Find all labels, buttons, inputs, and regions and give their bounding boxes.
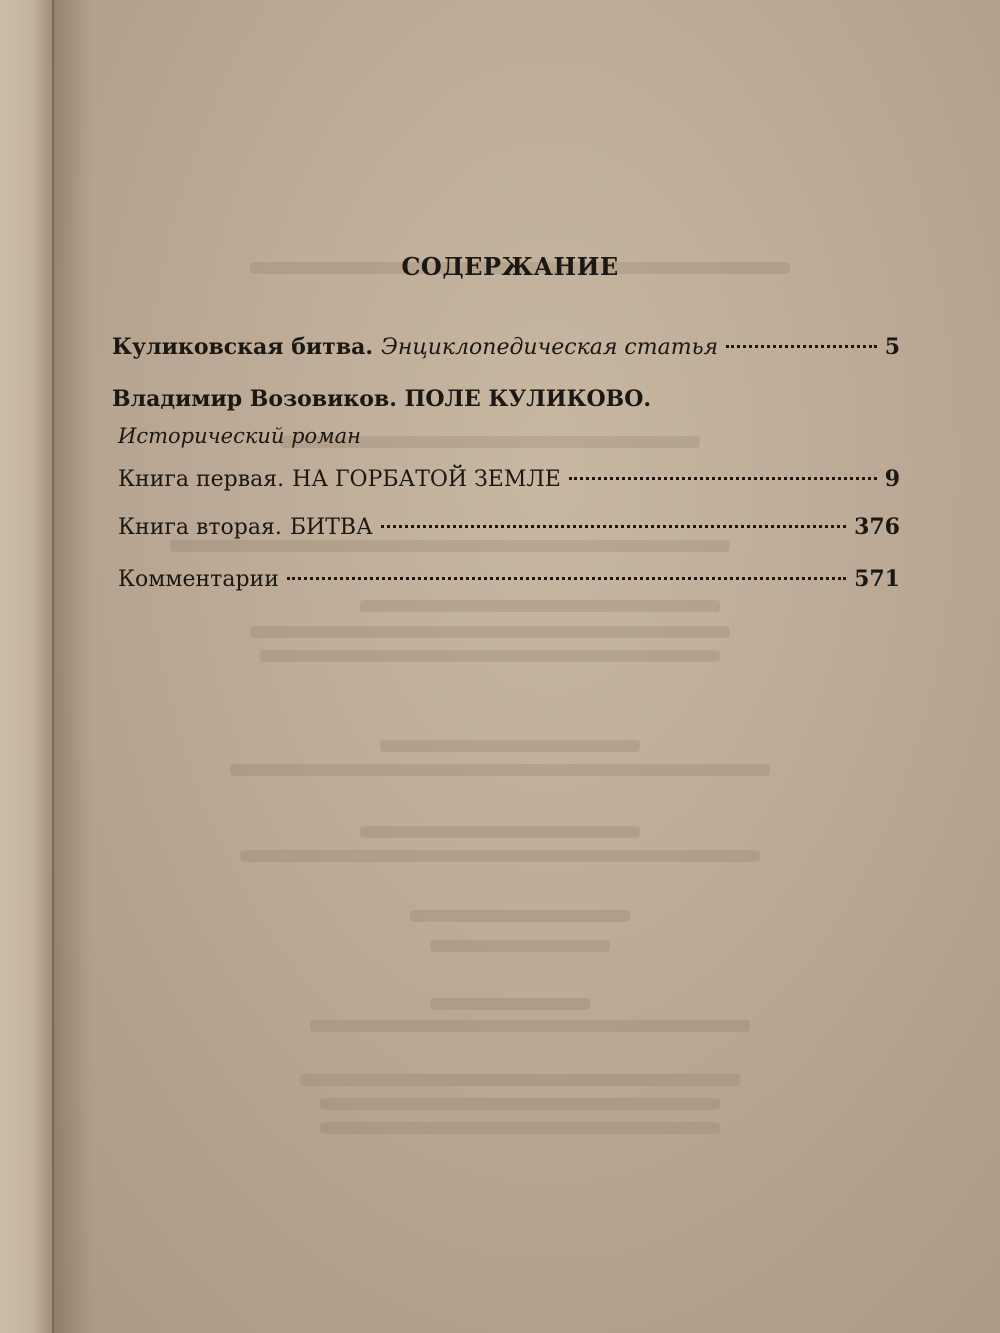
entry-label: Комментарии [118,567,279,592]
toc-entry-book-one [118,466,900,492]
toc-entry-book-two [118,514,900,540]
page-number: 5 [884,334,900,360]
page-number: 571 [854,566,900,592]
entry-subtitle: Энциклопедическая статья [381,335,719,360]
entry-title: Куликовская битва. [112,334,374,360]
entry-title: БИТВА [289,515,373,540]
contents-heading: СОДЕРЖАНИЕ [401,252,619,281]
page-number: 9 [884,466,900,492]
novel-genre: Исторический роман [118,424,361,448]
page-number: 376 [854,514,900,540]
toc-entry-commentary [118,566,900,592]
entry-label: Книга первая. [118,467,285,492]
dot-leader [726,345,877,348]
dot-leader [381,525,846,528]
entry-label: Книга вторая. [118,515,282,540]
dot-leader [569,477,877,480]
novel-author-title: Владимир Возовиков. ПОЛЕ КУЛИКОВО. [112,386,652,412]
dot-leader [287,577,846,580]
toc-entry-kulikovo-battle [112,334,900,360]
entry-title: НА ГОРБАТОЙ ЗЕМЛЕ [292,467,561,492]
